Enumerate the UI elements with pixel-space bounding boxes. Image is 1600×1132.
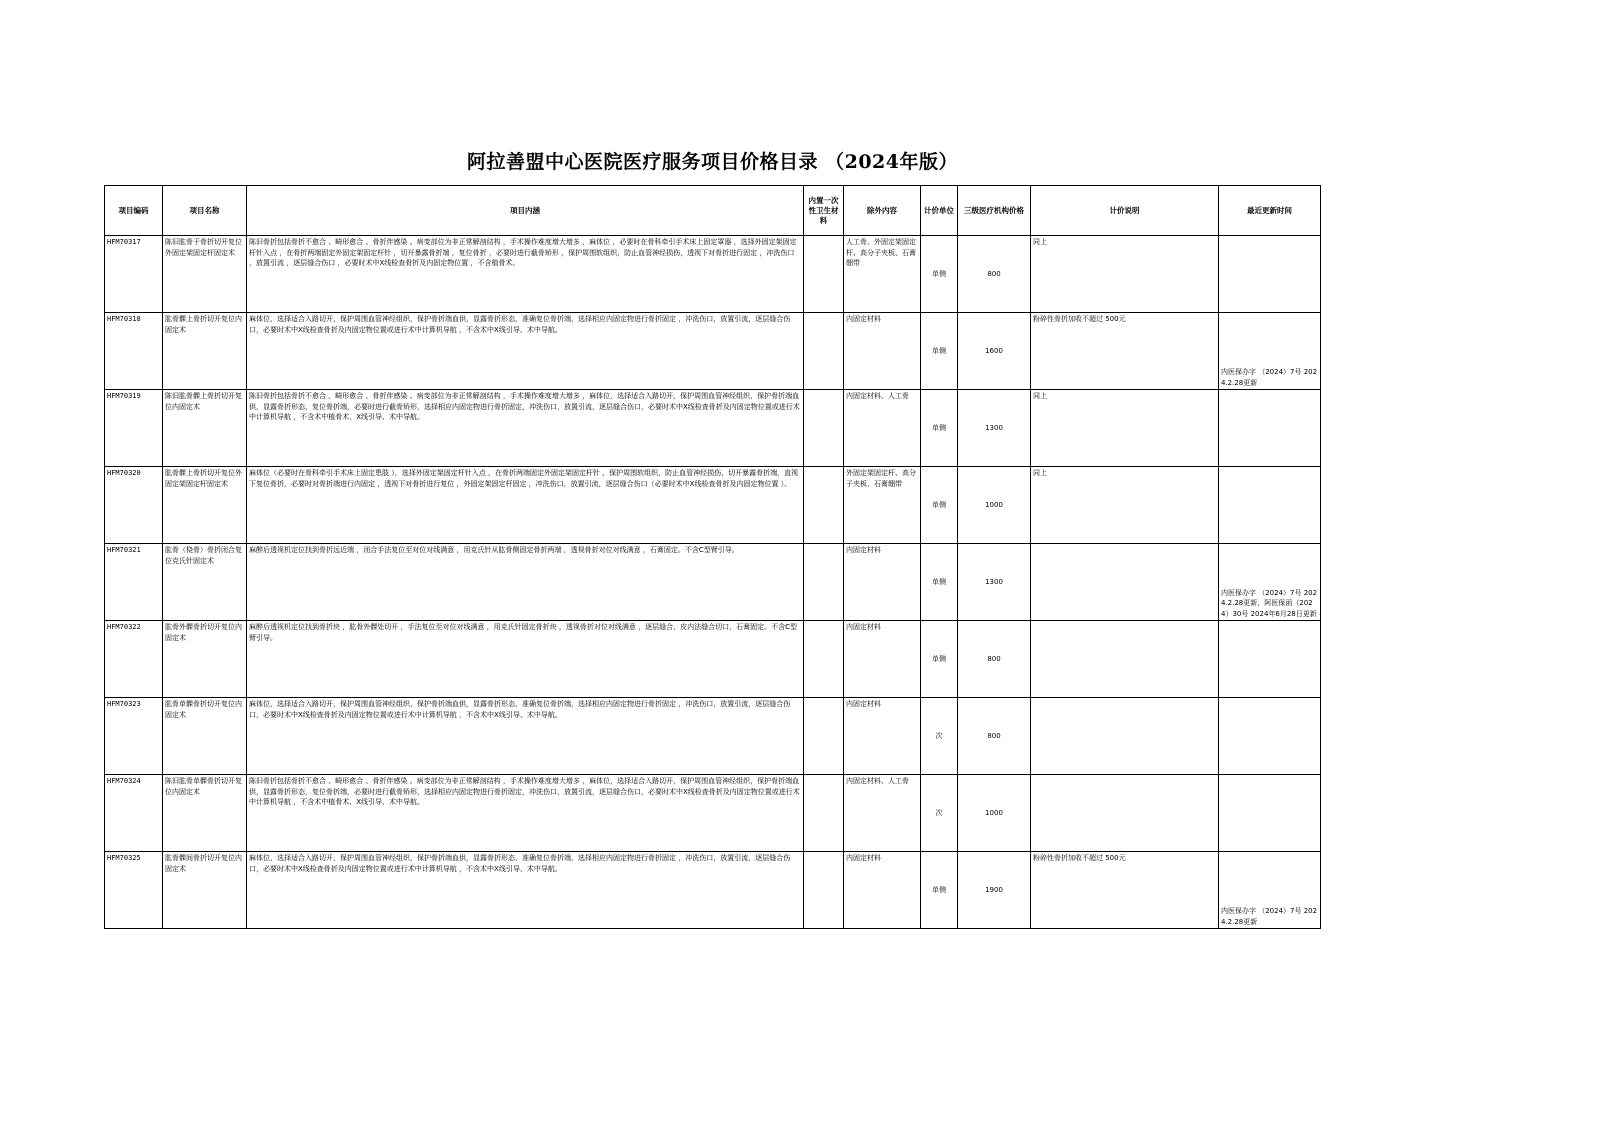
cell-consumable — [804, 313, 844, 390]
cell-updated: 内医保办字 （2024）7号 2024.2.28更新，阿医保函（2024）30号 2024年6月28日更新 — [1219, 544, 1321, 621]
table-row — [105, 775, 1321, 852]
cell-note — [1031, 621, 1219, 698]
cell-code: HFM70325 — [105, 852, 163, 929]
cell-updated: 内医保办字 （2024）7号 2024.2.28更新 — [1219, 852, 1321, 929]
cell-price: 1000 — [958, 775, 1031, 852]
cell-consumable — [804, 467, 844, 544]
cell-unit: 单侧 — [921, 621, 958, 698]
cell-price: 1600 — [958, 313, 1031, 390]
cell-price: 1300 — [958, 544, 1031, 621]
header-consumable: 内置一次性卫生材料 — [804, 186, 844, 236]
header-note: 计价说明 — [1031, 186, 1219, 236]
cell-price: 800 — [958, 698, 1031, 775]
cell-code: HFM70320 — [105, 467, 163, 544]
cell-excluded: 内固定材料 — [844, 544, 921, 621]
table-row — [105, 544, 1321, 621]
cell-name: 肱骨髁上骨折切开复位外固定架固定杆固定术 — [163, 467, 247, 544]
cell-excluded: 内固定材料 — [844, 698, 921, 775]
table-row — [105, 852, 1321, 929]
header-updated: 最近更新时间 — [1219, 186, 1321, 236]
cell-content: 陈旧骨折包括骨折不愈合 、畸形愈合 、骨折伴感染 。病变部位为非正常解剖结构 ，手术操作难度增大增多 ，麻体位，选择适合入路切开，保护周围血管神经组织，保护骨折端血供，显露骨折形态，复位骨折端，必要时进行截骨矫形，选择相应内固定物进行骨折固定，冲洗伤口，放置引流，逐层缝合伤口，必要时术中X线检查骨折及内固定物位置或进行术中计算机导航 ，不含术中植骨术、X线引导、术中导航。 — [247, 390, 804, 467]
cell-consumable — [804, 775, 844, 852]
cell-name: 肱骨（桡骨）骨折闭合复位克氏针固定术 — [163, 544, 247, 621]
table-row — [105, 621, 1321, 698]
cell-content: 麻醉后透视机定位找到骨折块 ，肱骨外髁处切开 ，手法复位至对位对线满意 ，用克氏针固定骨折块 ，透视骨折对位对线满意 ，逐层缝合，皮内法缝合切口，石膏固定。不含C型臂引导。 — [247, 621, 804, 698]
price-table — [104, 185, 1321, 929]
header-excluded: 除外内容 — [844, 186, 921, 236]
cell-excluded: 内固定材料 — [844, 313, 921, 390]
header-row — [105, 186, 1321, 236]
cell-price: 800 — [958, 621, 1031, 698]
cell-content: 麻体位，选择适合入路切开，保护周围血管神经组织，保护骨折端血供，显露骨折形态，准确复位骨折端，选择相应内固定物进行骨折固定 ，冲洗伤口，放置引流，逐层缝合伤口，必要时术中X线检查骨折及内固定物位置或进行术中计算机导航 ，不含术中X线引导、术中导航。 — [247, 698, 804, 775]
cell-excluded: 人工骨、外固定架固定杆、高分子夹板、石膏绷带 — [844, 236, 921, 313]
header-content: 项目内涵 — [247, 186, 804, 236]
cell-content: 陈旧骨折包括骨折不愈合 、畸形愈合 、骨折伴感染 。病变部位为非正常解剖结构 ，手术操作难度增大增多 ，麻体位，选择适合入路切开，保护周围血管神经组织，保护骨折端血供，显露骨折形态，复位骨折端，必要时进行截骨矫形，选择相应内固定物进行骨折固定，冲洗伤口，放置引流，逐层缝合伤口，必要时术中X线检查骨折及内固定物位置或进行术中计算机导航 ，不含术中植骨术、X线引导、术中导航。 — [247, 775, 804, 852]
cell-name: 肱骨单髁骨折切开复位内固定术 — [163, 698, 247, 775]
header-unit: 计价单位 — [921, 186, 958, 236]
cell-name: 陈旧肱骨单髁骨折切开复位内固定术 — [163, 775, 247, 852]
cell-updated — [1219, 621, 1321, 698]
cell-updated — [1219, 698, 1321, 775]
cell-name: 肱骨髁间骨折切开复位内固定术 — [163, 852, 247, 929]
cell-code: HFM70317 — [105, 236, 163, 313]
cell-unit: 次 — [921, 775, 958, 852]
cell-updated — [1219, 390, 1321, 467]
page-title: 阿拉善盟中心医院医疗服务项目价格目录 （2024年版） — [467, 151, 958, 173]
cell-updated: 内医保办字 （2024）7号 2024.2.28更新 — [1219, 313, 1321, 390]
cell-price: 1900 — [958, 852, 1031, 929]
cell-excluded: 内固定材料 — [844, 852, 921, 929]
cell-note: 粉碎性骨折加收不超过 500元 — [1031, 313, 1219, 390]
cell-excluded: 内固定材料、人工骨 — [844, 390, 921, 467]
header-code: 项目编码 — [105, 186, 163, 236]
cell-price: 1000 — [958, 467, 1031, 544]
cell-excluded: 外固定架固定杆、高分子夹板、石膏绷带 — [844, 467, 921, 544]
cell-code: HFM70323 — [105, 698, 163, 775]
cell-unit: 单侧 — [921, 544, 958, 621]
cell-name: 陈旧肱骨干骨折切开复位外固定架固定杆固定术 — [163, 236, 247, 313]
cell-note: 同上 — [1031, 236, 1219, 313]
cell-unit: 单侧 — [921, 236, 958, 313]
cell-updated — [1219, 467, 1321, 544]
cell-consumable — [804, 852, 844, 929]
cell-content: 陈旧骨折包括骨折不愈合 、畸形愈合 、骨折伴感染 。病变部位为非正常解剖结构 ，手术操作难度增大增多 ，麻体位 ，必要时在骨科牵引手术床上固定罩器 ，选择外固定架固定杆针入点 ，在骨折两端固定外固定架固定杆针 ，切开暴露骨折端 ，复位骨折 ，必要时进行截骨矫形 ，保护周围软组织，防止血管神经损伤，透视下对骨折进行固定 ，冲洗伤口 ，放置引流 ，逐层缝合伤口 ，必要时术中X线检查骨折及内固定物位置 ，不含植骨术。 — [247, 236, 804, 313]
header-price: 三级医疗机构价格 — [958, 186, 1031, 236]
cell-code: HFM70319 — [105, 390, 163, 467]
header-name: 项目名称 — [163, 186, 247, 236]
table-row — [105, 698, 1321, 775]
cell-name: 陈旧肱骨髁上骨折切开复位内固定术 — [163, 390, 247, 467]
table-row — [105, 313, 1321, 390]
cell-unit: 单侧 — [921, 852, 958, 929]
cell-content: 麻体位，选择适合入路切开，保护周围血管神经组织，保护骨折端血供，显露骨折形态，准确复位骨折端，选择相应内固定物进行骨折固定 ，冲洗伤口，放置引流，逐层缝合伤口，必要时术中X线检查骨折及内固定物位置或进行术中计算机导航 ，不含术中X线引导、术中导航。 — [247, 313, 804, 390]
cell-updated — [1219, 775, 1321, 852]
cell-content: 麻醉后透视机定位找到骨折远近端 ，闭合手法复位至对位对线满意 ，用克氏针从肱骨侧固定骨折两端 ，透视骨折对位对线满意 ，石膏固定。不含C型臂引导。 — [247, 544, 804, 621]
cell-excluded: 内固定材料、人工骨 — [844, 775, 921, 852]
cell-consumable — [804, 621, 844, 698]
cell-code: HFM70321 — [105, 544, 163, 621]
cell-unit: 单侧 — [921, 313, 958, 390]
cell-consumable — [804, 390, 844, 467]
table-row — [105, 390, 1321, 467]
cell-note — [1031, 775, 1219, 852]
cell-price: 800 — [958, 236, 1031, 313]
cell-excluded: 内固定材料 — [844, 621, 921, 698]
cell-name: 肱骨髁上骨折切开复位内固定术 — [163, 313, 247, 390]
table-row — [105, 236, 1321, 313]
cell-consumable — [804, 236, 844, 313]
cell-code: HFM70322 — [105, 621, 163, 698]
cell-updated — [1219, 236, 1321, 313]
cell-note: 同上 — [1031, 467, 1219, 544]
cell-code: HFM70318 — [105, 313, 163, 390]
cell-unit: 次 — [921, 698, 958, 775]
cell-content: 麻体位（必要时在骨科牵引手术床上固定患肢 ），选择外固定架固定杆针入点 ，在骨折两端固定外固定架固定杆针 ，保护周围软组织，防止血管神经损伤，切开暴露骨折端，直视下复位骨折，必要时对骨折端进行内固定 ，透视下对骨折进行复位 ，外固定架固定杆固定 ，冲洗伤口，放置引流，逐层缝合伤口（必要时术中X线检查骨折及内固定物位置 ）。 — [247, 467, 804, 544]
cell-note — [1031, 698, 1219, 775]
cell-note: 粉碎性骨折加收不超过 500元 — [1031, 852, 1219, 929]
cell-name: 肱骨外髁骨折切开复位内固定术 — [163, 621, 247, 698]
cell-code: HFM70324 — [105, 775, 163, 852]
cell-note: 同上 — [1031, 390, 1219, 467]
cell-content: 麻体位，选择适合入路切开，保护周围血管神经组织，保护骨折端血供，显露骨折形态，准确复位骨折端，选择相应内固定物进行骨折固定 ，冲洗伤口，放置引流，逐层缝合伤口，必要时术中X线检查骨折及内固定物位置或进行术中计算机导航 ，不含术中X线引导、术中导航。 — [247, 852, 804, 929]
cell-note — [1031, 544, 1219, 621]
table-row — [105, 467, 1321, 544]
cell-unit: 单侧 — [921, 390, 958, 467]
cell-consumable — [804, 544, 844, 621]
cell-unit: 单侧 — [921, 467, 958, 544]
cell-price: 1300 — [958, 390, 1031, 467]
cell-consumable — [804, 698, 844, 775]
